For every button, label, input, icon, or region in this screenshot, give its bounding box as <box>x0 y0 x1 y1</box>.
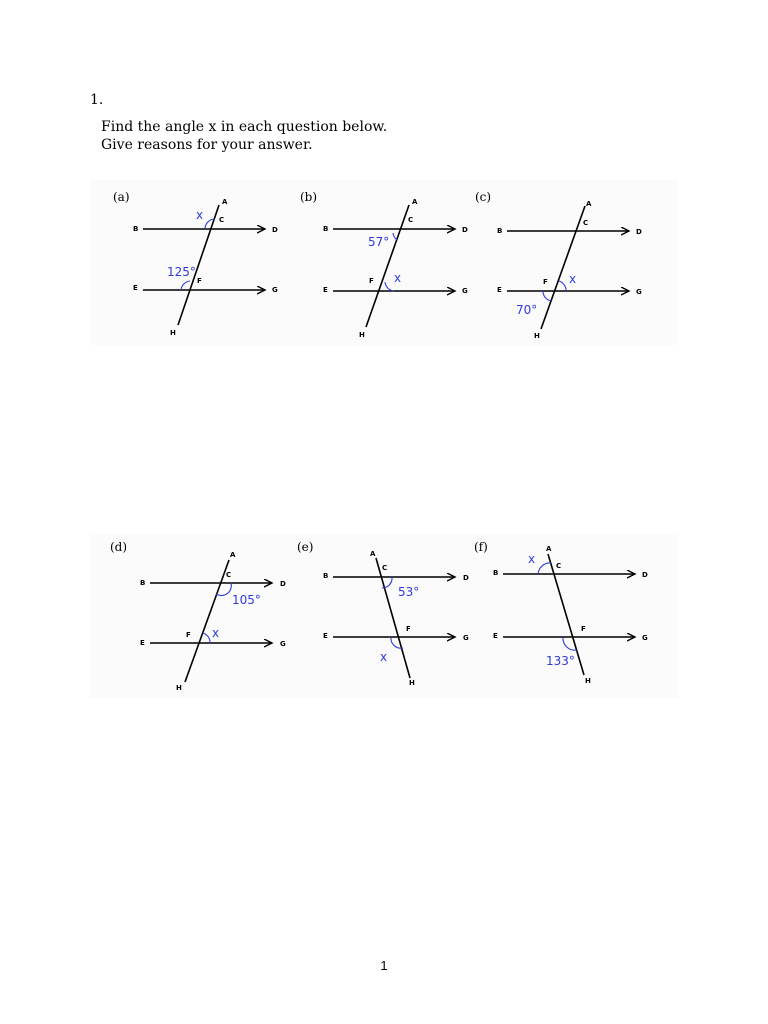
diagram-e-label-a: A <box>370 550 376 558</box>
diagram-d-angle-x-arc <box>203 633 210 643</box>
diagram-c-angle-70-arc <box>543 291 551 301</box>
diagram-e-label-d: D <box>463 574 469 582</box>
diagram-d-angle-105: 105° <box>232 593 261 607</box>
diagram-e-label-e: E <box>323 632 328 640</box>
diagram-a-label-b: B <box>133 225 139 233</box>
instruction-line-1: Find the angle x in each question below. <box>101 119 388 135</box>
diagram-d-label-e: E <box>140 639 145 647</box>
diagram-f-tag: (f) <box>474 540 488 554</box>
diagram-e-label-f: F <box>406 625 411 633</box>
diagram-d-angle-x: x <box>212 626 220 640</box>
diagram-f-angle-x: x <box>528 552 536 566</box>
diagram-d-label-c: C <box>226 571 232 579</box>
diagram-b-label-a: A <box>412 198 418 206</box>
diagram-b-angle-x: x <box>394 271 402 285</box>
diagram-a-angle-x: x <box>196 208 204 222</box>
diagram-c-label-c: C <box>583 219 589 227</box>
diagram-c-label-e: E <box>497 286 502 294</box>
diagram-b-label-e: E <box>323 286 328 294</box>
diagram-b-label-h: H <box>359 331 365 339</box>
page-number: 1 <box>380 958 388 973</box>
diagram-c-angle-70: 70° <box>516 303 538 317</box>
diagram-f-label-c: C <box>556 562 562 570</box>
diagram-d <box>110 540 286 692</box>
diagram-a-label-f: F <box>197 277 202 285</box>
diagram-a-label-h: H <box>170 329 176 337</box>
diagram-d-label-g: G <box>280 640 286 648</box>
diagram-f-angle-133: 133° <box>546 654 575 668</box>
diagram-c-tag: (c) <box>475 190 492 204</box>
diagram-e-label-g: G <box>463 634 469 642</box>
diagram-a-label-a: A <box>222 198 228 206</box>
diagram-d-label-b: B <box>140 579 146 587</box>
diagram-a-angle-125-arc <box>181 281 190 290</box>
diagram-f-label-d: D <box>642 571 648 579</box>
diagram-a-label-g: G <box>272 286 278 294</box>
diagram-f-label-h: H <box>585 677 591 685</box>
diagram-b <box>300 190 468 339</box>
diagram-c-angle-x-arc <box>559 281 566 291</box>
diagram-b-angle-57: 57° <box>368 235 390 249</box>
diagram-e-label-c: C <box>382 564 388 572</box>
diagram-a-label-c: C <box>219 216 225 224</box>
diagram-c-label-f: F <box>543 278 548 286</box>
diagram-f-label-a: A <box>546 545 552 553</box>
diagram-c-label-h: H <box>534 332 540 340</box>
diagram-a <box>113 190 278 337</box>
diagram-b-label-f: F <box>369 277 374 285</box>
diagram-e-angle-x: x <box>380 650 388 664</box>
diagram-c-label-d: D <box>636 228 642 236</box>
diagram-c <box>475 190 642 340</box>
diagram-e-label-h: H <box>409 679 415 687</box>
diagram-b-angle-x-arc <box>385 282 394 291</box>
diagram-d-tag: (d) <box>110 540 128 554</box>
diagram-b-label-b: B <box>323 225 329 233</box>
diagram-a-label-d: D <box>272 226 278 234</box>
diagram-a-tag: (a) <box>113 190 130 204</box>
question-number-dot: . <box>98 92 104 108</box>
diagram-b-label-g: G <box>462 287 468 295</box>
diagram-f-angle-x-arc <box>538 563 551 574</box>
diagram-d-label-d: D <box>280 580 286 588</box>
diagram-c-angle-x: x <box>569 272 577 286</box>
diagram-d-transversal <box>185 560 232 682</box>
instruction-line-2: Give reasons for your answer. <box>101 137 313 153</box>
diagram-c-label-g: G <box>636 288 642 296</box>
diagram-f-label-b: B <box>493 569 499 577</box>
diagram-c-transversal <box>541 206 585 329</box>
diagram-a-label-e: E <box>133 284 138 292</box>
diagram-a-angle-125: 125° <box>167 265 196 279</box>
diagram-e-label-b: B <box>323 572 329 580</box>
diagram-e <box>297 540 469 687</box>
diagram-f <box>474 540 648 685</box>
diagram-f-label-g: G <box>642 634 648 642</box>
diagram-b-angle-57-arc <box>393 233 397 240</box>
diagram-c-label-b: B <box>497 227 503 235</box>
diagram-f-label-f: F <box>581 625 586 633</box>
diagram-b-tag: (b) <box>300 190 318 204</box>
diagram-b-label-c: C <box>408 216 414 224</box>
diagram-b-label-d: D <box>462 226 468 234</box>
diagram-b-transversal <box>366 205 409 327</box>
question-number-value: 1 <box>90 92 99 108</box>
diagram-f-label-e: E <box>493 632 498 640</box>
diagram-d-label-h: H <box>176 684 182 692</box>
diagram-e-tag: (e) <box>297 540 314 554</box>
diagram-c-label-a: A <box>586 200 592 208</box>
diagram-d-label-a: A <box>230 551 236 559</box>
diagram-d-label-f: F <box>186 631 191 639</box>
diagram-e-angle-53: 53° <box>398 585 420 599</box>
